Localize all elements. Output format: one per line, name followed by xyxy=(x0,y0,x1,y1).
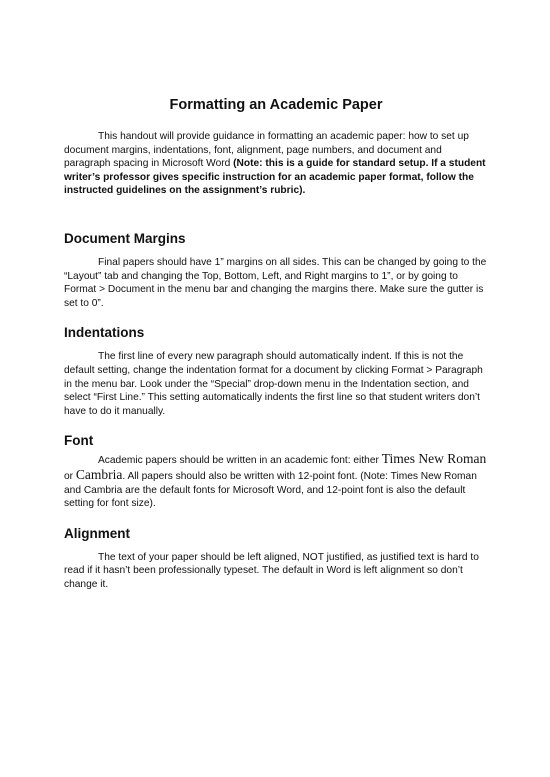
section-indentations xyxy=(64,324,488,418)
section-document-margins xyxy=(64,230,488,310)
section-text-font xyxy=(64,452,488,510)
section-text-alignment: The text of your paper should be left aligned, NOT justified, as justified text is hard to read if it hasn’t been professionally typeset. The default in Word is left alignment so don’t change it. xyxy=(64,551,479,590)
section-text-margins: Final papers should have 1” margins on all sides. This can be changed by going to the “Layout” tab and changing the Top, Bottom, Left, and Right margins to 1”, or by going to Format > Document in the menu bar and changing the margins there. Make sure the gutter is set to 0”. xyxy=(64,256,487,309)
document-title: Formatting an Academic Paper xyxy=(169,97,383,113)
section-heading-font: Font xyxy=(64,433,94,449)
section-font xyxy=(64,432,488,510)
intro-paragraph xyxy=(64,130,488,198)
font-text-before: Academic papers should be written in an academic font: either xyxy=(98,455,382,467)
intro-text: This handout will provide guidance in formatting an academic paper: how to set up document margins, indentations, font, alignment, page numbers, and document and paragraph spacing in Microsoft Word xyxy=(64,131,469,170)
intro-note: (Note: this is a guide for standard setup. If a student writer’s professor gives specific instruction for an academic paper format, follow the instructed guidelines on the assignment’s rubric). xyxy=(64,158,486,197)
section-heading-indentations: Indentations xyxy=(64,325,145,341)
font-example-cambria: Cambria xyxy=(75,466,123,482)
document-body xyxy=(64,96,488,605)
section-alignment xyxy=(64,525,488,592)
font-text-after: . All papers should also be written with 12-point font. (Note: Times New Roman and Cambria are the default fonts for Microsoft Word, and 12-point font is also the default setting for font size). xyxy=(64,470,477,510)
section-text-indentations: The first line of every new paragraph should automatically indent. If this is not the default setting, change the indentation format for a document by clicking Format > Paragraph in the menu bar. Look under the “Special” drop-down menu in the Indentation section, and select “First Line.” This setting automatically indents the first line so that student writers don’t have to do it manually. xyxy=(64,351,483,417)
section-heading-alignment: Alignment xyxy=(64,525,130,541)
font-example-times: Times New Roman xyxy=(381,451,487,467)
font-text-or: or xyxy=(64,470,76,482)
section-heading-margins: Document Margins xyxy=(64,230,186,246)
